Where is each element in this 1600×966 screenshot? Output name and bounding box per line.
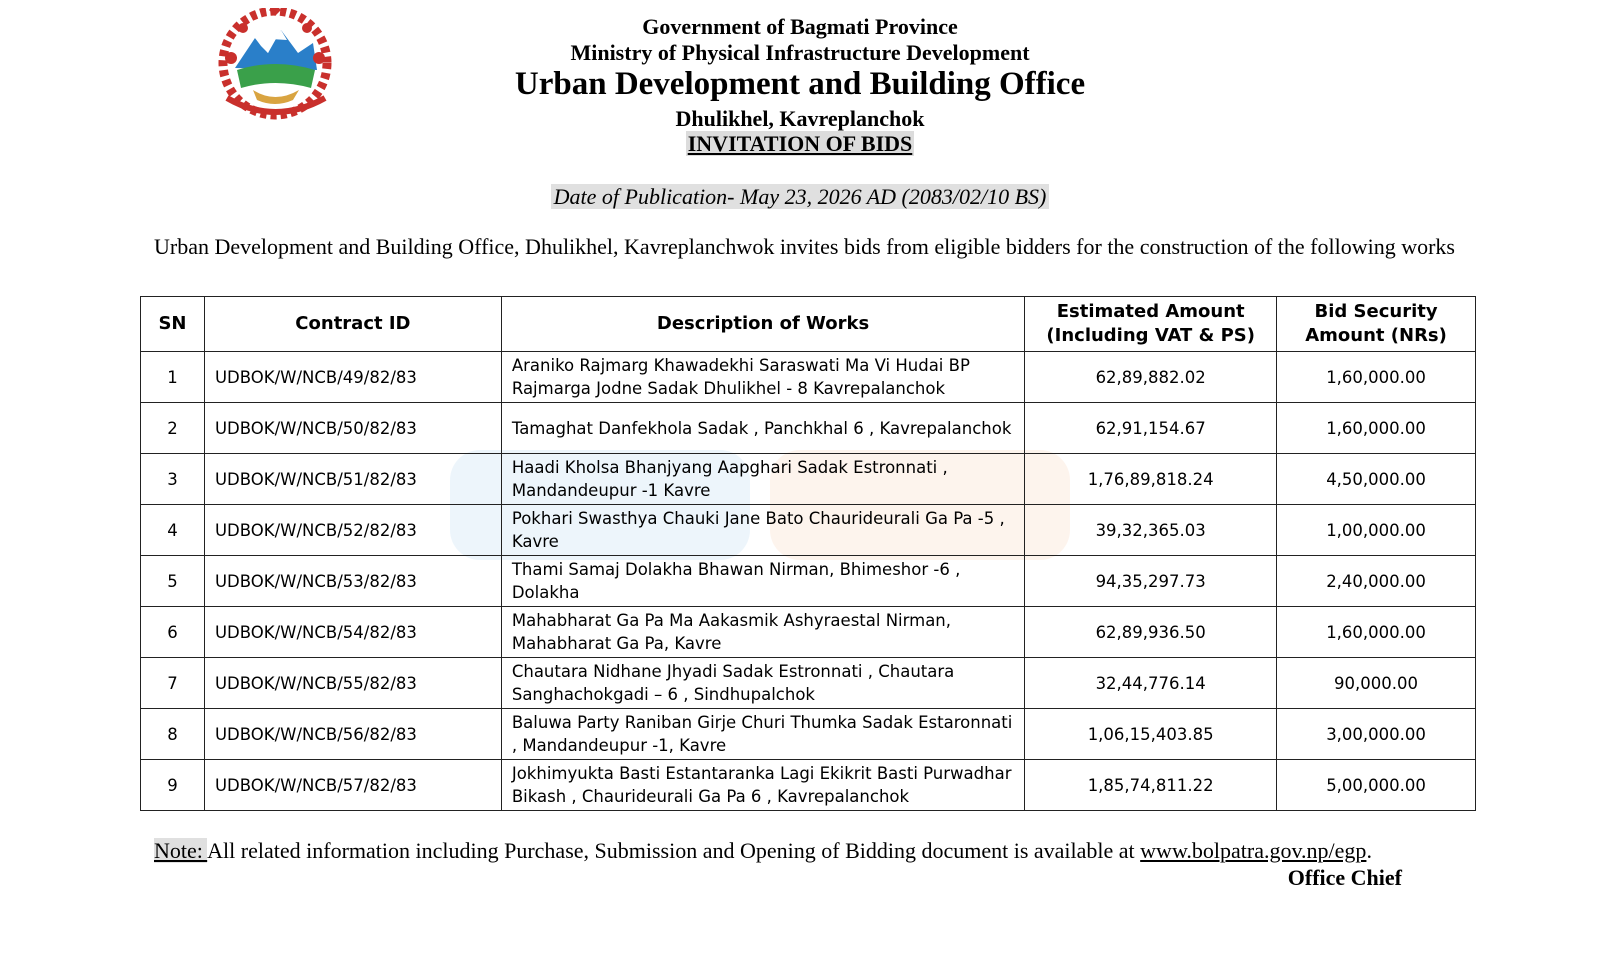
cell-estimated-amount: 32,44,776.14 [1025, 658, 1277, 709]
cell-sn: 5 [141, 556, 205, 607]
table-row [141, 352, 1476, 403]
cell-description: Haadi Kholsa Bhanjyang Aapghari Sadak Estronnati , Mandandeupur -1 Kavre [501, 454, 1024, 505]
cell-description: Chautara Nidhane Jhyadi Sadak Estronnati , Chautara Sanghachokgadi – 6 , Sindhupalchok [501, 658, 1024, 709]
table-header-row [141, 297, 1476, 352]
note-label: Note: [154, 838, 208, 863]
office-location: Dhulikhel, Kavreplanchok [675, 106, 925, 131]
cell-contract-id: UDBOK/W/NCB/54/82/83 [204, 607, 501, 658]
cell-description: Tamaghat Danfekhola Sadak , Panchkhal 6 , Kavrepalanchok [501, 403, 1024, 454]
bolpatra-link[interactable]: www.bolpatra.gov.np/egp [1140, 838, 1367, 863]
cell-contract-id: UDBOK/W/NCB/57/82/83 [204, 760, 501, 811]
cell-estimated-amount: 1,76,89,818.24 [1025, 454, 1277, 505]
cell-description: Araniko Rajmarg Khawadekhi Saraswati Ma Vi Hudai BP Rajmarga Jodne Sadak Dhulikhel - 8 Kavrepalanchok [501, 352, 1024, 403]
publication-date: Date of Publication- May 23, 2026 AD (2083/02/10 BS) [551, 184, 1050, 209]
document-title-wrap [0, 131, 1600, 157]
header-sn: SN [141, 297, 205, 352]
cell-sn: 9 [141, 760, 205, 811]
cell-description: Jokhimyukta Basti Estantaranka Lagi Ekikrit Basti Purwadhar Bikash , Chaurideurali Ga Pa 6 , Kavrepalanchok [501, 760, 1024, 811]
cell-bid-security: 1,60,000.00 [1277, 607, 1476, 658]
header-bid-security: Bid Security Amount (NRs) [1277, 297, 1476, 352]
table-row [141, 403, 1476, 454]
cell-contract-id: UDBOK/W/NCB/51/82/83 [204, 454, 501, 505]
cell-bid-security: 1,60,000.00 [1277, 352, 1476, 403]
government-line: Government of Bagmati Province [642, 14, 958, 39]
bids-table [140, 296, 1476, 811]
header-description: Description of Works [501, 297, 1024, 352]
table-row [141, 556, 1476, 607]
cell-sn: 2 [141, 403, 205, 454]
cell-estimated-amount: 62,91,154.67 [1025, 403, 1277, 454]
cell-bid-security: 5,00,000.00 [1277, 760, 1476, 811]
cell-bid-security: 4,50,000.00 [1277, 454, 1476, 505]
cell-estimated-amount: 39,32,365.03 [1025, 505, 1277, 556]
document-title: INVITATION OF BIDS [687, 131, 913, 156]
table-row [141, 658, 1476, 709]
cell-sn: 1 [141, 352, 205, 403]
cell-contract-id: UDBOK/W/NCB/49/82/83 [204, 352, 501, 403]
cell-estimated-amount: 94,35,297.73 [1025, 556, 1277, 607]
table-row [141, 760, 1476, 811]
cell-estimated-amount: 1,85,74,811.22 [1025, 760, 1277, 811]
cell-contract-id: UDBOK/W/NCB/56/82/83 [204, 709, 501, 760]
cell-sn: 4 [141, 505, 205, 556]
cell-contract-id: UDBOK/W/NCB/53/82/83 [204, 556, 501, 607]
cell-sn: 6 [141, 607, 205, 658]
cell-sn: 8 [141, 709, 205, 760]
cell-bid-security: 2,40,000.00 [1277, 556, 1476, 607]
cell-bid-security: 90,000.00 [1277, 658, 1476, 709]
cell-bid-security: 3,00,000.00 [1277, 709, 1476, 760]
cell-contract-id: UDBOK/W/NCB/50/82/83 [204, 403, 501, 454]
cell-estimated-amount: 62,89,936.50 [1025, 607, 1277, 658]
cell-description: Baluwa Party Raniban Girje Churi Thumka Sadak Estaronnati , Mandandeupur -1, Kavre [501, 709, 1024, 760]
cell-estimated-amount: 1,06,15,403.85 [1025, 709, 1277, 760]
cell-description: Pokhari Swasthya Chauki Jane Bato Chaurideurali Ga Pa -5 , Kavre [501, 505, 1024, 556]
cell-description: Mahabharat Ga Pa Ma Aakasmik Ashyraestal Nirman, Mahabharat Ga Pa, Kavre [501, 607, 1024, 658]
cell-contract-id: UDBOK/W/NCB/55/82/83 [204, 658, 501, 709]
ministry-line: Ministry of Physical Infrastructure Development [570, 40, 1030, 65]
cell-sn: 7 [141, 658, 205, 709]
table-row [141, 505, 1476, 556]
table-row [141, 454, 1476, 505]
cell-description: Thami Samaj Dolakha Bhawan Nirman, Bhimeshor -6 , Dolakha [501, 556, 1024, 607]
header-estimated-amount: Estimated Amount (Including VAT & PS) [1025, 297, 1277, 352]
office-chief-signature: Office Chief [1287, 865, 1402, 890]
cell-contract-id: UDBOK/W/NCB/52/82/83 [204, 505, 501, 556]
office-title: Urban Development and Building Office [514, 66, 1086, 102]
note-text: All related information including Purchase, Submission and Opening of Bidding document is available at [207, 838, 1141, 863]
cell-sn: 3 [141, 454, 205, 505]
intro-paragraph: Urban Development and Building Office, Dhulikhel, Kavreplanchwok invites bids from eligible bidders for the construction of the following works [154, 234, 1455, 259]
table-row [141, 607, 1476, 658]
publication-date-wrap [0, 184, 1600, 210]
table-row [141, 709, 1476, 760]
note-end: . [1366, 838, 1372, 863]
cell-bid-security: 1,60,000.00 [1277, 403, 1476, 454]
note-line [154, 838, 1372, 864]
cell-estimated-amount: 62,89,882.02 [1025, 352, 1277, 403]
header-contract-id: Contract ID [204, 297, 501, 352]
cell-bid-security: 1,00,000.00 [1277, 505, 1476, 556]
